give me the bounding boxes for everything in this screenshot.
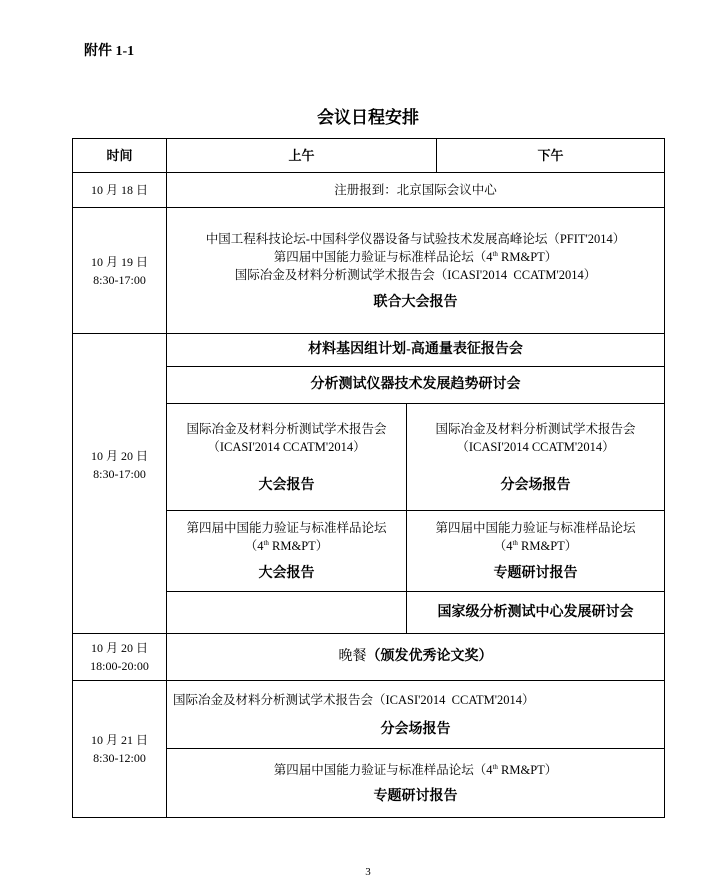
- forum-rmpt-abbr-sup: th: [492, 762, 498, 771]
- row-oct18: [73, 173, 665, 208]
- rmpt-thematic-cell: [407, 511, 665, 592]
- date-label: 10 月 20 日: [90, 641, 148, 655]
- national-centers-cell: [407, 592, 665, 634]
- session-parallel: 分会场报告: [380, 721, 451, 737]
- forum-rmpt-abbr-pre: （4: [473, 249, 493, 264]
- date-label: 10 月 18 日: [90, 183, 148, 197]
- oct21-rmpt-cell: [167, 749, 665, 818]
- forum-icasi: [173, 266, 658, 284]
- row-oct20-evening: [73, 634, 665, 681]
- forum-rmpt: [173, 248, 658, 266]
- date-cell-oct19: [73, 208, 167, 334]
- forum-icasi-abbr: （ICASI'2014 CCATM'2014）: [373, 692, 535, 707]
- time-label: 18:00-20:00: [90, 659, 149, 673]
- attachment-label: 附件 1-1: [84, 44, 135, 59]
- empty-cell: [167, 592, 407, 634]
- forum-icasi-abbr: （ICASI'2014 CCATM'2014）: [456, 439, 615, 454]
- oct21-icasi-cell: [167, 681, 665, 749]
- row-oct19: [73, 208, 665, 334]
- forum-rmpt-abbr-sup: th: [263, 539, 269, 547]
- session-joint-plenary: 联合大会报告: [373, 294, 458, 310]
- header-afternoon: 下午: [437, 139, 665, 173]
- forum-rmpt-abbr-pre: （4: [244, 539, 264, 553]
- row-oct21-icasi: [73, 681, 665, 749]
- row-oct20-mgi: [73, 334, 665, 367]
- time-label: 8:30-17:00: [93, 466, 146, 481]
- forum-rmpt-abbr: [173, 537, 400, 555]
- page-number: 3: [365, 866, 371, 878]
- date-cell-oct21: [73, 681, 167, 818]
- mgi-cell: [167, 334, 665, 367]
- dinner-cell: [167, 634, 665, 681]
- session-thematic: 专题研讨报告: [373, 788, 458, 804]
- session-national-centers: 国家级分析测试中心发展研讨会: [437, 604, 634, 620]
- date-cell-oct20-evening: [73, 634, 167, 681]
- instrument-trends-cell: [167, 367, 665, 404]
- forum-rmpt-abbr-pre: （4: [473, 762, 493, 777]
- dinner-text: [173, 648, 658, 666]
- joint-session-cell: [167, 208, 665, 334]
- forum-rmpt-name: 第四届中国能力验证与标准样品论坛: [435, 521, 636, 535]
- icasi-plenary-cell: [167, 404, 407, 511]
- header-row: [73, 139, 665, 173]
- date-label: 10 月 19 日: [90, 254, 148, 269]
- session-mgi: 材料基因组计划-高通量表征报告会: [308, 342, 523, 357]
- forum-rmpt-abbr-sup: th: [512, 539, 518, 547]
- rmpt-plenary-cell: [167, 511, 407, 592]
- forum-icasi-name: 国际冶金及材料分析测试学术报告会: [435, 421, 636, 436]
- forum-icasi-abbr: （ICASI'2014 CCATM'2014）: [434, 267, 597, 282]
- forum-rmpt-abbr-sup: th: [492, 249, 498, 258]
- date-label: 10 月 20 日: [90, 448, 148, 463]
- header-morning: 上午: [167, 139, 437, 173]
- forum-rmpt: [173, 761, 658, 779]
- page-title: 会议日程安排: [317, 108, 419, 127]
- forum-pfit: 中国工程科技论坛-中国科学仪器设备与试验技术发展高峰论坛（PFIT'2014）: [205, 231, 626, 246]
- forum-icasi-abbr: （ICASI'2014 CCATM'2014）: [207, 439, 366, 454]
- session-instrument-trends: 分析测试仪器技术发展趋势研讨会: [310, 377, 521, 392]
- date-label: 10 月 21 日: [90, 733, 148, 747]
- forum-rmpt-name: 第四届中国能力验证与标准样品论坛: [273, 762, 474, 777]
- forum-icasi-name: 国际冶金及材料分析测试学术报告会: [186, 421, 387, 436]
- dinner-label: 晚餐: [338, 649, 367, 664]
- registration-text: 注册报到：北京国际会议中心: [334, 183, 497, 197]
- time-label: 8:30-17:00: [93, 272, 146, 287]
- header-time: 时间: [73, 139, 167, 173]
- forum-icasi: [173, 691, 658, 709]
- session-plenary: 大会报告: [258, 566, 315, 581]
- session-thematic: 专题研讨报告: [493, 566, 578, 581]
- forum-rmpt-name: 第四届中国能力验证与标准样品论坛: [186, 521, 387, 535]
- forum-rmpt-abbr-post: RM&PT）: [497, 762, 558, 777]
- forum-icasi-name: 国际冶金及材料分析测试学术报告会: [173, 692, 374, 707]
- session-plenary: 大会报告: [258, 477, 315, 493]
- forum-rmpt-abbr-post: RM&PT）: [517, 539, 578, 553]
- forum-rmpt-name: 第四届中国能力验证与标准样品论坛: [273, 249, 474, 264]
- forum-icasi-name: 国际冶金及材料分析测试学术报告会: [234, 267, 435, 282]
- forum-rmpt-abbr-post: RM&PT）: [497, 249, 558, 264]
- forum-rmpt-abbr-post: RM&PT）: [268, 539, 329, 553]
- dinner-note: （颁发优秀论文奖）: [366, 649, 493, 664]
- session-parallel: 分会场报告: [500, 477, 571, 493]
- schedule-table: [72, 138, 665, 818]
- icasi-parallel-cell: [407, 404, 665, 511]
- forum-rmpt-abbr: [413, 537, 658, 555]
- date-cell-oct18: [73, 173, 167, 208]
- forum-rmpt-abbr-pre: （4: [493, 539, 513, 553]
- date-cell-oct20: [73, 334, 167, 634]
- time-label: 8:30-12:00: [93, 751, 146, 765]
- registration-cell: [167, 173, 665, 208]
